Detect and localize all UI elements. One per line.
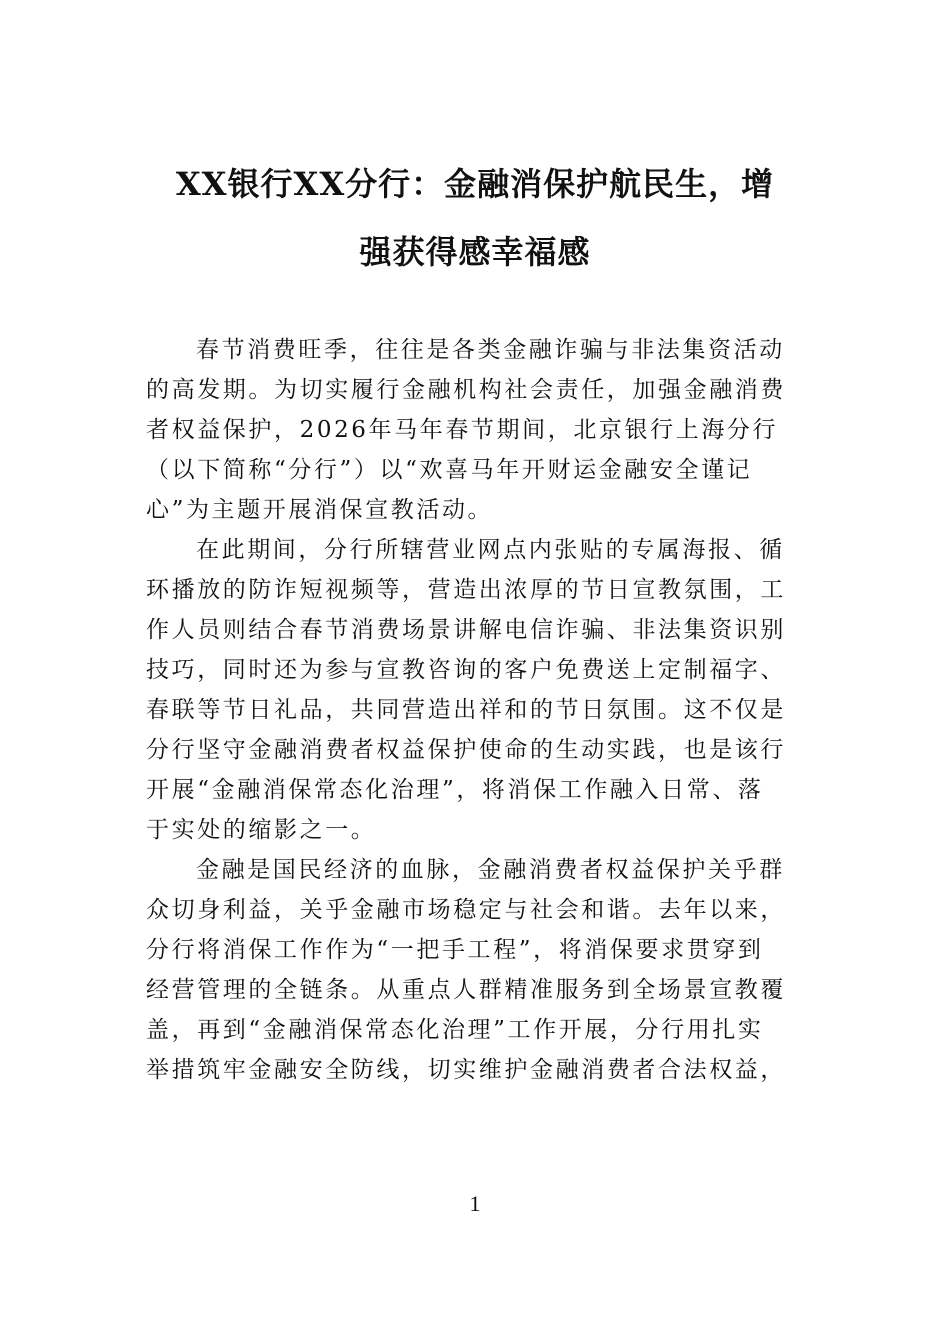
paragraph-line: 众切身利益，关乎金融市场稳定与社会和谐。去年以来，: [146, 897, 786, 923]
paragraph-line: 开展“金融消保常态化治理”，将消保工作融入日常、落: [146, 777, 764, 803]
paragraph-line: 分行将消保工作作为“一把手工程”，将消保要求贯穿到: [146, 937, 764, 963]
paragraph-line: 春联等节日礼品，共同营造出祥和的节日氛围。这不仅是: [146, 697, 786, 723]
paragraph-line: 盖，再到“金融消保常态化治理”工作开展，分行用扎实: [146, 1017, 764, 1043]
document-title-line-2: 强获得感幸福感: [359, 233, 591, 271]
paragraph-line: 春节消费旺季，往往是各类金融诈骗与非法集资活动: [196, 337, 785, 363]
paragraph-2: [146, 530, 786, 850]
paragraph-line: 者权益保护，2026年马年春节期间，北京银行上海分行: [146, 417, 779, 443]
paragraph-line: 经营管理的全链条。从重点人群精准服务到全场景宣教覆: [146, 977, 786, 1003]
document-body: [146, 330, 786, 1090]
paragraph-line: 的高发期。为切实履行金融机构社会责任，加强金融消费: [146, 377, 786, 403]
paragraph-line: （以下简称“分行”）以“欢喜马年开财运金融安全谨记: [146, 457, 753, 483]
paragraph-line: 分行坚守金融消费者权益保护使命的生动实践，也是该行: [146, 737, 786, 763]
paragraph-line: 技巧，同时还为参与宣教咨询的客户免费送上定制福字、: [146, 657, 786, 683]
paragraph-3: [146, 850, 786, 1090]
paragraph-1: [146, 330, 786, 530]
paragraph-line: 在此期间，分行所辖营业网点内张贴的专属海报、循: [196, 537, 785, 563]
paragraph-line: 金融是国民经济的血脉，金融消费者权益保护关乎群: [196, 857, 785, 883]
page-number: 1: [469, 1191, 481, 1216]
paragraph-line: 于实处的缩影之一。: [146, 817, 377, 843]
paragraph-line: 举措筑牢金融安全防线，切实维护金融消费者合法权益，: [146, 1057, 786, 1083]
paragraph-line: 环播放的防诈短视频等，营造出浓厚的节日宣教氛围，工: [146, 577, 786, 603]
paragraph-line: 心”为主题开展消保宣教活动。: [146, 497, 494, 523]
paragraph-line: 作人员则结合春节消费场景讲解电信诈骗、非法集资识别: [146, 617, 786, 643]
document-title-line-1: XX银行XX分行：金融消保护航民生，增: [175, 165, 775, 203]
